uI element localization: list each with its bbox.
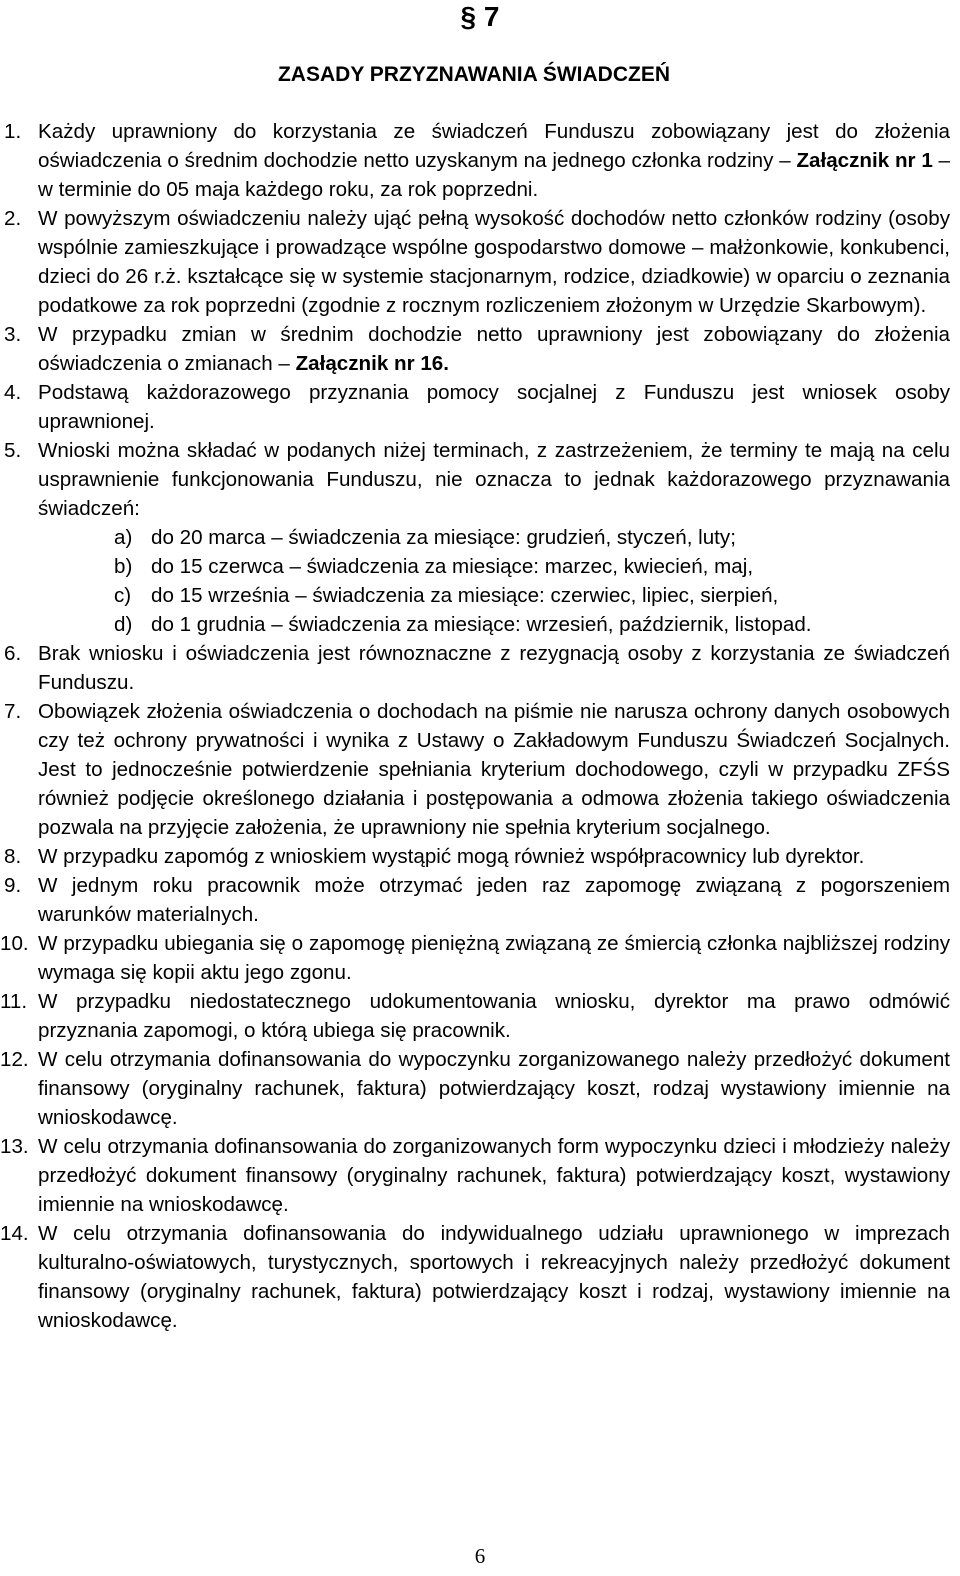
item-number: 1. <box>4 120 22 143</box>
list-item <box>0 378 950 436</box>
attachment-reference: Załącznik nr 1 <box>796 149 933 172</box>
item-number: 4. <box>4 381 22 404</box>
item-text: W przypadku zapomóg z wnioskiem wystąpić mogą również współpracownicy lub dyrektor. <box>38 845 865 868</box>
item-text: Każdy uprawniony do korzystania ze świadczeń Funduszu zobowiązany jest do złożenia oświadczenia o średnim dochodzie netto uzyskanym na jednego członka rodziny – <box>38 120 950 172</box>
item-text: W celu otrzymania dofinansowania do indywidualnego udziału uprawnionego w imprezach kulturalno-oświatowych, turystycznych, sportowych i rekreacyjnych należy przedłożyć dokument finansowy (oryginalny rachunek, faktura) potwierdzający koszt i rodzaj, wystawiony imiennie na wnioskodawcę. <box>38 1222 950 1332</box>
deadline-item <box>38 523 950 552</box>
item-number: 6. <box>4 642 22 665</box>
item-number: 9. <box>4 874 22 897</box>
deadline-label: a) <box>114 526 133 549</box>
item-text: W jednym roku pracownik może otrzymać jeden raz zapomogę związaną z pogorszeniem warunków materialnych. <box>38 874 950 926</box>
item-number: 2. <box>4 207 22 230</box>
list-item <box>0 871 950 929</box>
item-text: W przypadku zmian w średnim dochodzie netto uprawniony jest zobowiązany do złożenia oświadczenia o zmianach – <box>38 323 950 375</box>
deadline-label: c) <box>114 584 132 607</box>
rules-list <box>0 117 950 1335</box>
attachment-reference: Załącznik nr 16. <box>295 352 449 375</box>
deadline-text: do 15 czerwca – świadczenia za miesiące: marzec, kwiecień, maj, <box>151 555 754 578</box>
deadline-item <box>38 610 950 639</box>
item-text: W celu otrzymania dofinansowania do wypoczynku zorganizowanego należy przedłożyć dokument finansowy (oryginalny rachunek, faktura) potwierdzający koszt, rodzaj wystawiony imiennie na wnioskodawcę. <box>38 1048 950 1129</box>
item-text: W powyższym oświadczeniu należy ująć pełną wysokość dochodów netto członków rodziny (osoby wspólnie zamieszkujące i prowadzące wspólne gospodarstwo domowe – małżonkowie, konkubenci, dzieci do 26 r.ż. kształcące się w systemie stacjonarnym, rodzice, dziadkowie) w oparciu o zeznania podatkowe za rok poprzedni (zgodnie z rocznym rozliczeniem złożonym w Urzędzie Skarbowym). <box>38 207 950 317</box>
item-number: 5. <box>4 439 22 462</box>
deadline-item <box>38 552 950 581</box>
deadline-text: do 20 marca – świadczenia za miesiące: grudzień, styczeń, luty; <box>151 526 736 549</box>
item-number: 8. <box>4 845 22 868</box>
list-item <box>0 987 950 1045</box>
item-number: 12. <box>0 1048 29 1071</box>
deadline-label: b) <box>114 555 133 578</box>
list-item <box>0 204 950 320</box>
section-title: ZASADY PRZYZNAWANIA ŚWIADCZEŃ <box>277 63 670 86</box>
item-text: – w terminie do 05 maja każdego roku, za rok poprzedni. <box>38 149 951 201</box>
list-item <box>0 639 950 697</box>
list-item <box>0 436 950 639</box>
item-number: 10. <box>0 932 29 955</box>
item-text: Brak wniosku i oświadczenia jest równoznaczne z rezygnacją osoby z korzystania ze świadczeń Funduszu. <box>38 642 950 694</box>
item-text: Obowiązek złożenia oświadczenia o dochodach na piśmie nie narusza ochrony danych osobowych czy też ochrony prywatności i wynika z Ustawy o Zakładowym Funduszu Świadczeń Socjalnych. Jest to jednocześnie potwierdzenie spełniania kryterium dochodowego, czyli w przypadku ZFŚS również podjęcie określonego działania i postępowania a odmowa złożenia takiego oświadczenia pozwala na przyjęcie założenia, że uprawniony nie spełnia kryterium socjalnego. <box>38 700 950 839</box>
list-item <box>0 842 950 871</box>
list-item <box>0 320 950 378</box>
list-item <box>0 1219 950 1335</box>
page-number: 6 <box>474 1544 486 1568</box>
item-text: W celu otrzymania dofinansowania do zorganizowanych form wypoczynku dzieci i młodzieży należy przedłożyć dokument finansowy (oryginalny rachunek, faktura) potwierdzający koszt, wystawiony imiennie na wnioskodawcę. <box>38 1135 950 1216</box>
deadline-text: do 15 września – świadczenia za miesiące: czerwiec, lipiec, sierpień, <box>151 584 779 607</box>
list-item <box>0 1045 950 1132</box>
deadline-text: do 1 grudnia – świadczenia za miesiące: wrzesień, październik, listopad. <box>151 613 812 636</box>
list-item <box>0 929 950 987</box>
item-text: Podstawą każdorazowego przyznania pomocy socjalnej z Funduszu jest wniosek osoby uprawnionej. <box>38 381 950 433</box>
list-item <box>0 117 950 204</box>
item-text: W przypadku niedostatecznego udokumentowania wniosku, dyrektor ma prawo odmówić przyznania zapomogi, o którą ubiega się pracownik. <box>38 990 950 1042</box>
item-text: Wnioski można składać w podanych niżej terminach, z zastrzeżeniem, że terminy te mają na celu usprawnienie funkcjonowania Funduszu, nie oznacza to jednak każdorazowego przyznawania świadczeń: <box>38 439 950 520</box>
deadline-label: d) <box>114 613 133 636</box>
item-number: 3. <box>4 323 22 346</box>
paragraph-number: § 7 <box>460 1 500 32</box>
item-number: 13. <box>0 1135 29 1158</box>
list-item <box>0 1132 950 1219</box>
item-number: 7. <box>4 700 22 723</box>
item-number: 14. <box>0 1222 29 1245</box>
list-item <box>0 697 950 842</box>
deadline-list <box>38 523 950 639</box>
item-text: W przypadku ubiegania się o zapomogę pieniężną związaną ze śmiercią członka najbliższej rodziny wymaga się kopii aktu jego zgonu. <box>38 932 950 984</box>
deadline-item <box>38 581 950 610</box>
item-number: 11. <box>0 990 28 1013</box>
